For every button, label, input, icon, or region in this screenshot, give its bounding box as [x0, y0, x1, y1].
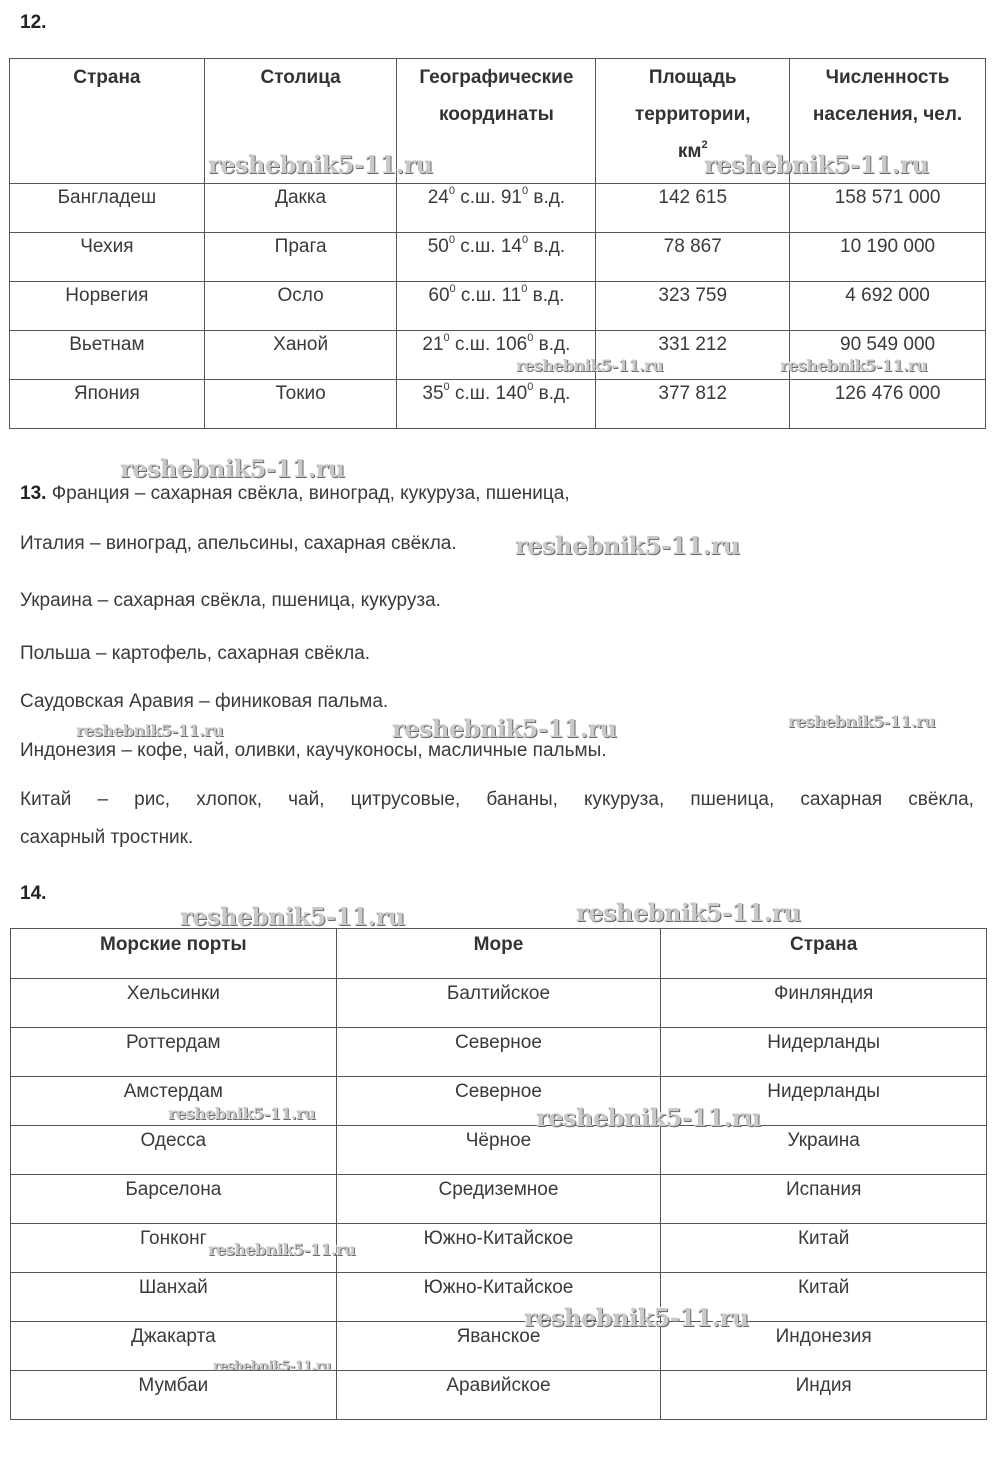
- crop-line-china-continued: сахарный тростник.: [20, 827, 194, 848]
- watermark: reshebnik5-11.ru: [120, 454, 345, 483]
- cell-sea: Северное: [336, 1077, 661, 1126]
- table-row: [11, 1175, 987, 1224]
- watermark: reshebnik5-11.ru: [213, 1359, 332, 1374]
- table-row: [11, 1126, 987, 1175]
- task-14-number: 14.: [20, 883, 47, 904]
- table-row: [10, 282, 986, 331]
- cell-population: 10 190 000: [790, 233, 986, 282]
- cell-country: Норвегия: [10, 282, 205, 331]
- cell-country: Испания: [661, 1175, 987, 1224]
- header-capital: Столица: [204, 59, 397, 184]
- watermark: reshebnik5-11.ru: [536, 1103, 761, 1132]
- cell-port: Амстердам: [11, 1077, 337, 1126]
- cell-population: 126 476 000: [790, 380, 986, 429]
- header-population: Численность населения, чел.: [790, 59, 986, 184]
- watermark: reshebnik5-11.ru: [576, 898, 801, 927]
- crop-line-saudi-arabia: Саудовская Аравия – финиковая пальма.: [20, 691, 389, 712]
- cell-port: Джакарта: [11, 1322, 337, 1371]
- cell-port: Барселона: [11, 1175, 337, 1224]
- cell-sea: Средиземное: [336, 1175, 661, 1224]
- cell-country: Индонезия: [661, 1322, 987, 1371]
- cell-port: Хельсинки: [11, 979, 337, 1028]
- cell-coordinates: $24^0$ с.ш. $91^0$ в.д.: [397, 184, 596, 233]
- cell-port: Одесса: [11, 1126, 337, 1175]
- header-coordinates: Географические координаты: [397, 59, 596, 184]
- table-row: [11, 979, 987, 1028]
- cell-sea: Южно-Китайское: [336, 1224, 661, 1273]
- cell-sea: Южно-Китайское: [336, 1273, 661, 1322]
- cell-coordinates: $60^0$ с.ш. $11^0$ в.д.: [397, 282, 596, 331]
- header-country: Страна: [661, 929, 987, 979]
- table-row: [11, 1273, 987, 1322]
- table-row: [10, 380, 986, 429]
- watermark: reshebnik5-11.ru: [180, 902, 405, 931]
- cell-area: 377 812: [596, 380, 790, 429]
- watermark: reshebnik5-11.ru: [524, 1303, 749, 1332]
- watermark: reshebnik5-11.ru: [76, 721, 224, 740]
- cell-sea: Аравийское: [336, 1371, 661, 1420]
- table-row: [11, 1371, 987, 1420]
- cell-capital: Осло: [204, 282, 397, 331]
- table-row: [11, 1322, 987, 1371]
- header-area: Площадь территории, $км^2$: [596, 59, 790, 184]
- table-row: [11, 1224, 987, 1273]
- cell-area: 323 759: [596, 282, 790, 331]
- watermark: reshebnik5-11.ru: [780, 356, 928, 375]
- cell-country: Вьетнам: [10, 331, 205, 380]
- table-row: [10, 184, 986, 233]
- crop-line-italy: Италия – виноград, апельсины, сахарная свёкла.: [20, 533, 457, 554]
- cell-area: 331 212: [596, 331, 790, 380]
- cell-population: 90 549 000: [790, 331, 986, 380]
- task-13-first-line: 13. Франция – сахарная свёкла, виноград, кукуруза, пшеница,: [20, 483, 570, 504]
- cell-country: Бангладеш: [10, 184, 205, 233]
- header-country: Страна: [10, 59, 205, 184]
- cell-port: Роттердам: [11, 1028, 337, 1077]
- cell-area: 78 867: [596, 233, 790, 282]
- cell-port: Шанхай: [11, 1273, 337, 1322]
- cell-population: 4 692 000: [790, 282, 986, 331]
- crop-line-china: Китай – рис, хлопок, чай, цитрусовые, бананы, кукуруза, пшеница, сахарная свёкла,: [20, 789, 974, 810]
- watermark: reshebnik5-11.ru: [788, 712, 936, 731]
- cell-coordinates: $21^0$ с.ш. $106^0$ в.д.: [397, 331, 596, 380]
- watermark: reshebnik5-11.ru: [704, 150, 929, 179]
- cell-sea: Северное: [336, 1028, 661, 1077]
- cell-sea: Чёрное: [336, 1126, 661, 1175]
- ports-table: [10, 928, 987, 1420]
- watermark: reshebnik5-11.ru: [168, 1104, 316, 1123]
- cell-capital: Прага: [204, 233, 397, 282]
- header-ports: Морские порты: [11, 929, 337, 979]
- cell-country: Финляндия: [661, 979, 987, 1028]
- cell-capital: Токио: [204, 380, 397, 429]
- cell-capital: Ханой: [204, 331, 397, 380]
- cell-port: Мумбаи: [11, 1371, 337, 1420]
- task-12-number: 12.: [20, 12, 47, 33]
- table-row: [11, 1028, 987, 1077]
- cell-country: Китай: [661, 1224, 987, 1273]
- cell-coordinates: $35^0$ с.ш. $140^0$ в.д.: [397, 380, 596, 429]
- cell-port: Гонконг: [11, 1224, 337, 1273]
- watermark: reshebnik5-11.ru: [515, 531, 740, 560]
- cell-population: 158 571 000: [790, 184, 986, 233]
- cell-country: Индия: [661, 1371, 987, 1420]
- crop-line-poland: Польша – картофель, сахарная свёкла.: [20, 643, 371, 664]
- header-sea: Море: [336, 929, 661, 979]
- table-header-row: [11, 929, 987, 979]
- cell-country: Нидерланды: [661, 1077, 987, 1126]
- watermark: reshebnik5-11.ru: [516, 356, 664, 375]
- cell-sea: Яванское: [336, 1322, 661, 1371]
- cell-country: Украина: [661, 1126, 987, 1175]
- watermark: reshebnik5-11.ru: [208, 1240, 356, 1259]
- cell-country: Япония: [10, 380, 205, 429]
- crop-line-ukraine: Украина – сахарная свёкла, пшеница, кукуруза.: [20, 590, 441, 611]
- watermark: reshebnik5-11.ru: [392, 714, 617, 743]
- cell-country: Чехия: [10, 233, 205, 282]
- cell-area: 142 615: [596, 184, 790, 233]
- cell-capital: Дакка: [204, 184, 397, 233]
- cell-country: Нидерланды: [661, 1028, 987, 1077]
- table-row: [11, 1077, 987, 1126]
- cell-coordinates: $50^0$ с.ш. $14^0$ в.д.: [397, 233, 596, 282]
- watermark: reshebnik5-11.ru: [208, 150, 433, 179]
- table-row: [10, 233, 986, 282]
- cell-sea: Балтийское: [336, 979, 661, 1028]
- cell-country: Китай: [661, 1273, 987, 1322]
- crop-line-indonesia: Индонезия – кофе, чай, оливки, каучуконосы, масличные пальмы.: [20, 740, 607, 761]
